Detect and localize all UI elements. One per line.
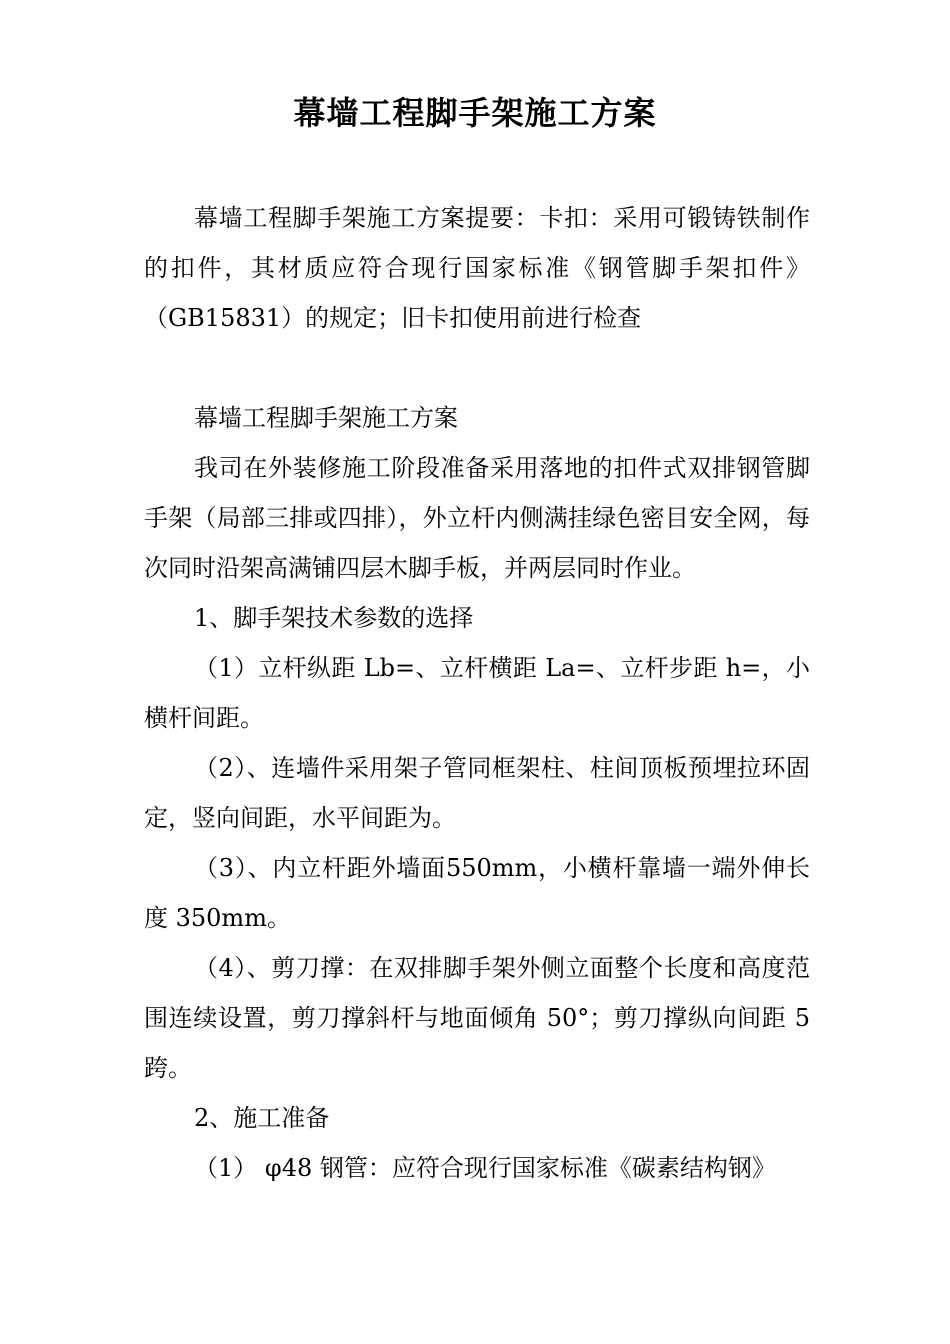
intro-paragraph: 我司在外装修施工阶段准备采用落地的扣件式双排钢管脚手架（局部三排或四排），外立杆内侧满挂绿色密目安全网，每次同时沿架高满铺四层木脚手板，并两层同时作业。 bbox=[144, 454, 810, 582]
abstract-paragraph: 幕墙工程脚手架施工方案提要：卡扣：采用可锻铸铁制作的扣件，其材质应符合现行国家标准《钢管脚手架扣件》（GB15831）的规定；旧卡扣使用前进行检查 bbox=[144, 204, 810, 332]
item-2-1-paragraph: （1） φ48 钢管：应符合现行国家标准《碳素结构钢》 bbox=[194, 1154, 776, 1182]
abstract-block bbox=[144, 193, 810, 343]
main-body bbox=[144, 393, 810, 1193]
section-1-heading: 1、脚手架技术参数的选择 bbox=[194, 604, 474, 632]
section-2-heading: 2、施工准备 bbox=[194, 1104, 330, 1132]
section-heading: 幕墙工程脚手架施工方案 bbox=[194, 404, 458, 432]
document-title: 幕墙工程脚手架施工方案 bbox=[293, 94, 657, 132]
item-2-paragraph: （2）、连墙件采用架子管同框架柱、柱间顶板预埋拉环固定，竖向间距，水平间距为。 bbox=[144, 754, 810, 832]
item-4-paragraph: （4）、剪刀撑：在双排脚手架外侧立面整个长度和高度范围连续设置，剪刀撑斜杆与地面倾角 50°；剪刀撑纵向间距 5 跨。 bbox=[144, 954, 810, 1082]
item-1-paragraph: （1）立杆纵距 Lb=、立杆横距 La=、立杆步距 h=，小横杆间距。 bbox=[144, 654, 810, 732]
item-3-paragraph: （3）、内立杆距外墙面550mm，小横杆靠墙一端外伸长度 350mm。 bbox=[144, 854, 810, 932]
